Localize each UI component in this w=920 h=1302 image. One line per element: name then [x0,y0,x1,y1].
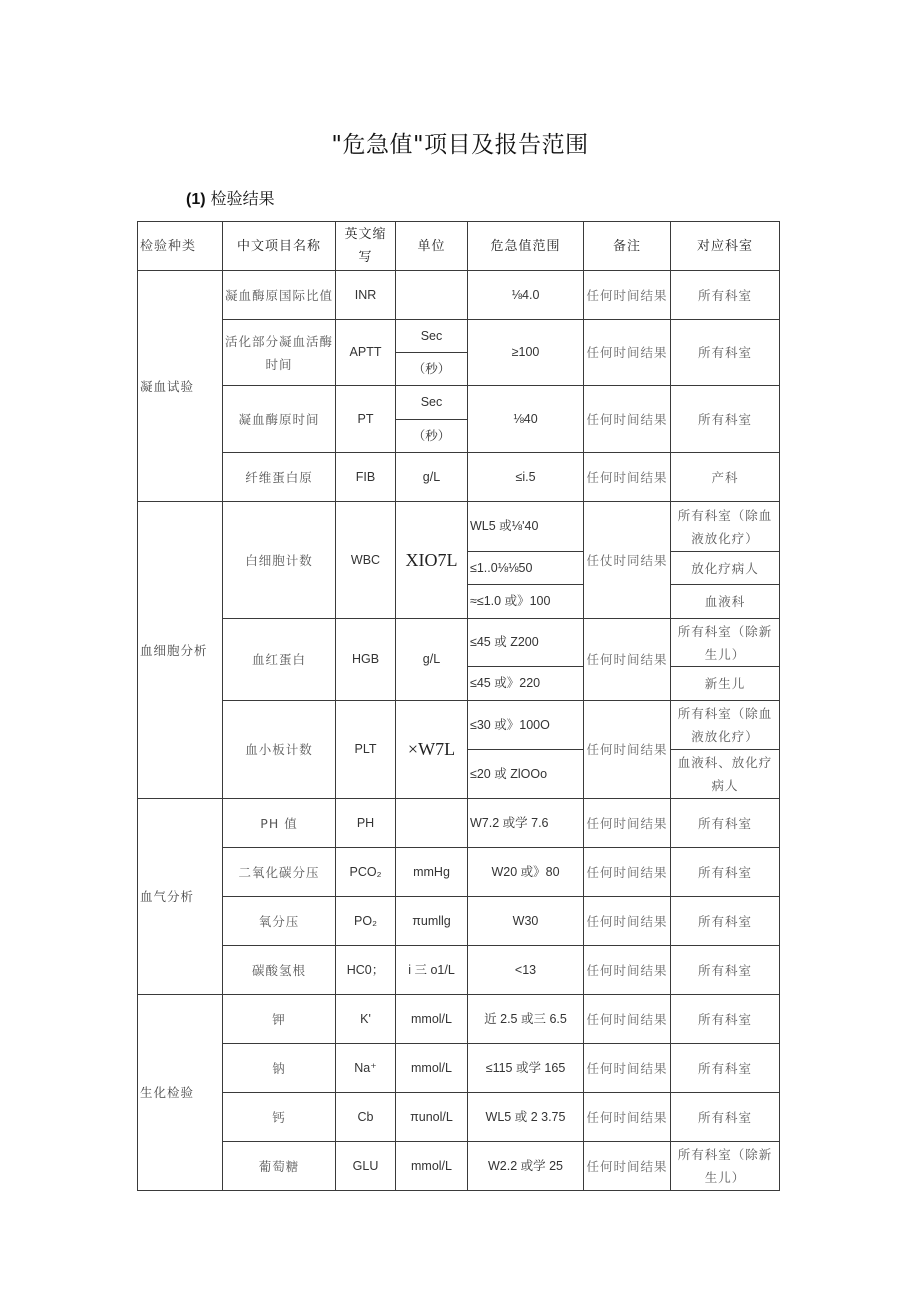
item-unit: g/L [396,619,468,701]
item-name: 钙 [223,1093,336,1142]
table-row [138,1044,780,1093]
item-abbr: PCO₂ [336,848,396,897]
item-note: 任仗时同结果 [584,502,671,619]
table-row [138,799,780,848]
item-department: 所有科室 [671,320,780,386]
item-name: 血红蛋白 [223,619,336,701]
item-department: 所有科室 [671,799,780,848]
table-row [138,1142,780,1191]
item-name: 纤维蛋白原 [223,453,336,502]
item-note: 任何时间结果 [584,995,671,1044]
item-range: ≤45 或 Z200 [468,619,584,667]
item-range: ≥100 [468,320,584,386]
item-department: 所有科室 [671,946,780,995]
table-row [138,386,780,420]
item-abbr: HGB [336,619,396,701]
item-name: 碳酸氢根 [223,946,336,995]
item-name: 钾 [223,995,336,1044]
table-row [138,320,780,353]
item-department: 所有科室 [671,897,780,946]
item-note: 任何时间结果 [584,271,671,320]
item-range: ≤115 或学 165 [468,1044,584,1093]
item-unit: mmol/L [396,1044,468,1093]
item-range: ≤45 或》220 [468,667,584,701]
table-row [138,897,780,946]
page-title: "危急值"项目及报告范围 [331,132,589,158]
category-cell: 血气分析 [138,799,223,995]
table-row [138,453,780,502]
item-unit: πunol/L [396,1093,468,1142]
item-abbr: Na⁺ [336,1044,396,1093]
item-department: 所有科室 [671,1044,780,1093]
item-unit: i 三 o1/L [396,946,468,995]
table-row [138,946,780,995]
item-name: 凝血酶原国际比值 [223,271,336,320]
category-cell: 血细胞分析 [138,502,223,799]
item-department: 所有科室 [671,848,780,897]
item-abbr: FIB [336,453,396,502]
item-range: ≤30 或》100O [468,701,584,750]
item-range: W2.2 或学 25 [468,1142,584,1191]
item-abbr: GLU [336,1142,396,1191]
item-note: 任何时间结果 [584,946,671,995]
item-note: 任何时间结果 [584,1093,671,1142]
item-unit: XIO7L [396,502,468,619]
item-name: PH 值 [223,799,336,848]
item-abbr: APTT [336,320,396,386]
item-range: ≤1..0⅛⅛50 [468,552,584,585]
item-range: W20 或》80 [468,848,584,897]
critical-value-table [137,221,780,1191]
item-name: 二氧化碳分压 [223,848,336,897]
item-unit [396,271,468,320]
table-header-row [138,222,780,271]
item-range: WL5 或 2 3.75 [468,1093,584,1142]
item-unit: Sec [396,386,468,420]
item-note: 任何时间结果 [584,799,671,848]
item-department: 所有科室 [671,386,780,453]
header-unit: 单位 [396,222,468,271]
item-name: 凝血酶原时间 [223,386,336,453]
item-range: 近 2.5 或三 6.5 [468,995,584,1044]
item-name: 葡萄糖 [223,1142,336,1191]
item-range: <13 [468,946,584,995]
item-department: 所有科室（除新生儿） [671,1142,780,1191]
item-note: 任何时间结果 [584,320,671,386]
section-heading [186,186,275,209]
table-row [138,271,780,320]
item-abbr: PO₂ [336,897,396,946]
item-note: 任何时间结果 [584,386,671,453]
item-range: ⅛4.0 [468,271,584,320]
item-department: 所有科室（除新生儿） [671,619,780,667]
table-row [138,1093,780,1142]
item-name: 白细胞计数 [223,502,336,619]
category-cell: 凝血试验 [138,271,223,502]
item-department: 所有科室（除血液放化疗） [671,502,780,552]
item-abbr: WBC [336,502,396,619]
item-department: 新生儿 [671,667,780,701]
item-unit: mmHg [396,848,468,897]
item-department: 产科 [671,453,780,502]
item-unit: mmol/L [396,995,468,1044]
item-note: 任何时间结果 [584,897,671,946]
item-unit: Sec [396,320,468,353]
item-department: 所有科室 [671,271,780,320]
item-name: 血小板计数 [223,701,336,799]
item-range: ≈≤1.0 或》100 [468,585,584,619]
item-department: 血液科 [671,585,780,619]
item-range: ≤20 或 ZlOOo [468,750,584,799]
item-abbr: K' [336,995,396,1044]
item-range: W30 [468,897,584,946]
header-category: 检验种类 [138,222,223,271]
item-abbr: Cb [336,1093,396,1142]
item-department: 放化疗病人 [671,552,780,585]
item-unit: πumllg [396,897,468,946]
item-unit-sub: （秒） [396,420,468,453]
header-department: 对应科室 [671,222,780,271]
item-department: 所有科室 [671,1093,780,1142]
table-row [138,848,780,897]
item-name: 钠 [223,1044,336,1093]
item-abbr: PT [336,386,396,453]
section-number: (1) [186,191,206,208]
item-name: 活化部分凝血活酶时间 [223,320,336,386]
item-note: 任何时间结果 [584,619,671,701]
item-note: 任何时间结果 [584,1044,671,1093]
item-abbr: PLT [336,701,396,799]
item-note: 任何时间结果 [584,453,671,502]
item-unit [396,799,468,848]
item-range: ≤i.5 [468,453,584,502]
item-abbr: PH [336,799,396,848]
item-range: W7.2 或学 7.6 [468,799,584,848]
section-label: 检验结果 [210,189,275,208]
item-note: 任何时间结果 [584,848,671,897]
header-remark: 备注 [584,222,671,271]
category-cell: 生化检验 [138,995,223,1191]
item-name: 氧分压 [223,897,336,946]
item-department: 所有科室（除血液放化疗） [671,701,780,750]
table-row [138,619,780,667]
item-abbr: HC0； [336,946,396,995]
item-unit: mmol/L [396,1142,468,1191]
table-row [138,502,780,552]
item-unit-sub: （秒） [396,353,468,386]
item-range: WL5 或⅛'40 [468,502,584,552]
header-critical-range: 危急值范围 [468,222,584,271]
header-abbreviation: 英文缩写 [336,222,396,271]
item-note: 任何时间结果 [584,701,671,799]
table-row [138,701,780,750]
item-unit: g/L [396,453,468,502]
table-row [138,995,780,1044]
item-department: 所有科室 [671,995,780,1044]
header-chinese-name: 中文项目名称 [223,222,336,271]
item-range: ⅛40 [468,386,584,453]
item-department: 血液科、放化疗病人 [671,750,780,799]
item-note: 任何时间结果 [584,1142,671,1191]
item-abbr: INR [336,271,396,320]
item-unit: ×W7L [396,701,468,799]
